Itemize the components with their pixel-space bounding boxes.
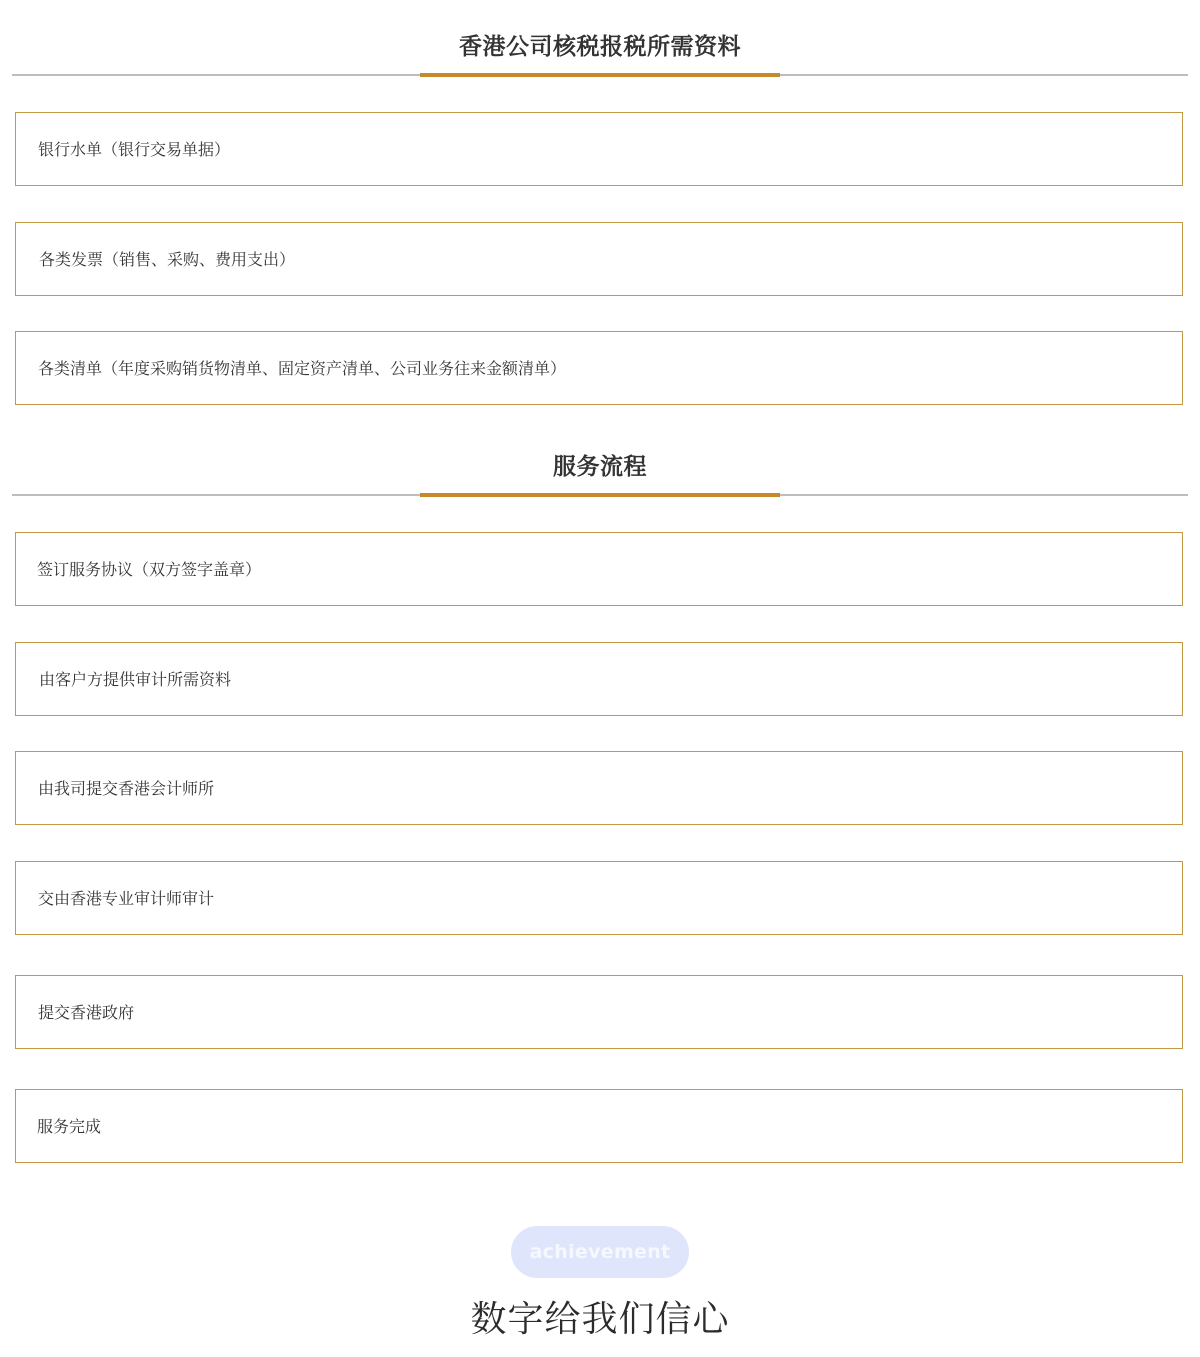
section-title-underline [420,493,780,497]
section-header-process [12,452,1188,532]
process-step-complete [15,1089,1183,1163]
material-item-lists [15,331,1183,405]
material-item-invoices [15,222,1183,296]
achievement-badge: achievement [511,1226,689,1278]
process-step-label: 签订服务协议（双方签字盖章） [37,560,262,579]
material-item-bank-statement [15,112,1183,186]
process-step-audit [15,861,1183,935]
process-step-submit-accountant [15,751,1183,825]
process-step-label: 服务完成 [37,1117,102,1136]
process-step-label: 交由香港专业审计师审计 [38,889,215,908]
section-title-process: 服务流程 [553,454,647,480]
process-step-submit-government [15,975,1183,1049]
achievement-title: 数字给我们信心 [470,1299,730,1340]
process-step-sign-agreement [15,532,1183,606]
process-step-label: 由我司提交香港会计师所 [38,779,215,798]
process-step-client-provides [15,642,1183,716]
process-step-label: 由客户方提供审计所需资料 [39,670,232,689]
section-title-materials: 香港公司核税报税所需资料 [459,34,741,60]
process-step-label: 提交香港政府 [38,1003,135,1022]
material-item-label: 各类清单（年度采购销货物清单、固定资产清单、公司业务往来金额清单） [38,359,567,378]
material-item-label: 银行水单（银行交易单据） [38,140,231,159]
section-header-materials [12,32,1188,112]
section-title-underline [420,73,780,77]
material-item-label: 各类发票（销售、采购、费用支出） [39,250,296,269]
